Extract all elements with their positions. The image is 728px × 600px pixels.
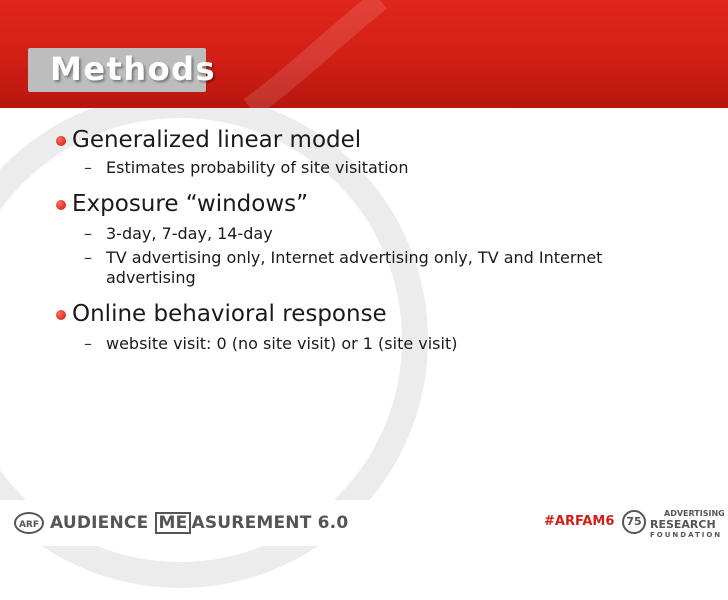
- sub-bullet: [56, 158, 696, 178]
- hashtag-label: #ARFAM6: [544, 514, 615, 529]
- bullet-text: Generalized linear model: [72, 127, 362, 153]
- arf-foundation-text: FOUNDATION: [650, 531, 723, 539]
- dash-icon: –: [84, 248, 92, 267]
- logo-asurement: ASUREMENT: [191, 513, 312, 533]
- anniversary-75-badge: 75: [622, 510, 646, 534]
- sub-bullet: [56, 224, 696, 244]
- bullet-dot-icon: [56, 200, 66, 210]
- dash-icon: –: [84, 224, 92, 243]
- page-title: Methods: [50, 50, 217, 88]
- sub-bullet-text: Estimates probability of site visitation: [106, 158, 409, 177]
- header-banner: [0, 0, 728, 108]
- bullet-glm: [56, 126, 696, 154]
- bullet-text: Exposure “windows”: [72, 191, 309, 217]
- sub-bullet: [56, 334, 696, 354]
- bullet-dot-icon: [56, 136, 66, 146]
- arf-advertising-text: ADVERTISING: [664, 509, 725, 518]
- arf-research-text: RESEARCH: [650, 518, 716, 531]
- sub-bullet-text: website visit: 0 (no site visit) or 1 (site visit): [106, 334, 458, 353]
- dash-icon: –: [84, 334, 92, 353]
- bullet-exposure-windows: [56, 190, 696, 218]
- slide-content: [56, 120, 696, 354]
- bullet-online-response: [56, 300, 696, 328]
- audience-measurement-logo: [50, 512, 348, 534]
- bullet-dot-icon: [56, 310, 66, 320]
- sub-bullet-text: 3-day, 7-day, 14-day: [106, 224, 273, 243]
- logo-me-box: ME: [155, 512, 192, 534]
- logo-version: 6.0: [317, 513, 349, 533]
- sub-bullet: [56, 248, 606, 288]
- dash-icon: –: [84, 158, 92, 177]
- sub-bullet-text: TV advertising only, Internet advertising only, TV and Internet advertising: [106, 248, 603, 287]
- bullet-text: Online behavioral response: [72, 301, 387, 327]
- logo-audience: AUDIENCE: [50, 513, 149, 533]
- arf-logo: ARF: [14, 512, 44, 534]
